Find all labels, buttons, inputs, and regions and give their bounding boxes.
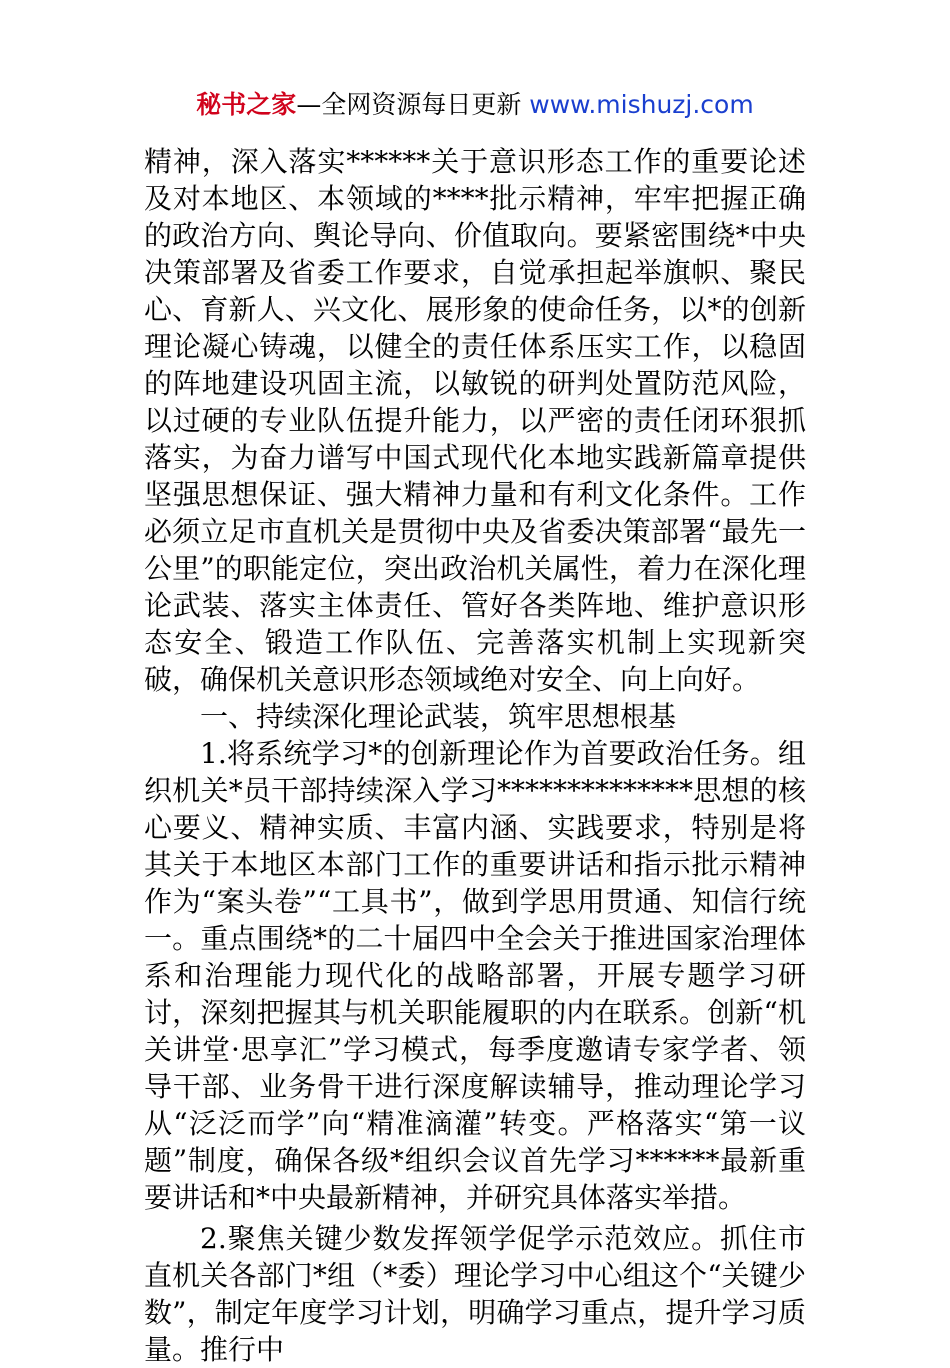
site-brand: 秘书之家 xyxy=(196,90,297,119)
site-url-link[interactable]: www.mishuzj.com xyxy=(529,90,754,119)
site-tagline: —全网资源每日更新 xyxy=(296,90,522,119)
section-heading: 一、持续深化理论武装，筑牢思想根基 xyxy=(200,700,677,733)
site-header xyxy=(0,88,950,122)
item-paragraph-1: 1.将系统学习*的创新理论作为首要政治任务。组织机关*员干部持续深入学习**************思想的核心要义、精神实质、丰富内涵、实践要求，特别是将其关于本地区本部门工作的重要讲话和指示批示精神作为“案头卷”“工具书”，做到学思用贯通、知信行统一。重点围绕*的二十届四中全会关于推进国家治理体系和治理能力现代化的战略部署，开展专题学习研讨，深刻把握其与机关职能履职的内在联系。创新“机关讲堂·思享汇”学习模式，每季度邀请专家学者、领导干部、业务骨干进行深度解读辅导，推动理论学习从“泛泛而学”向“精准滴灌”转变。严格落实“第一议题”制度，确保各级*组织会议首先学习******最新重要讲话和*中央最新精神，并研究具体落实举措。 xyxy=(144,737,806,1214)
item-paragraph-2: 2.聚焦关键少数发挥领学促学示范效应。抓住市直机关各部门*组（*委）理论学习中心组这个“关键少数”，制定年度学习计划，明确学习重点，提升学习质量。推行中 xyxy=(144,1222,806,1366)
intro-paragraph: 精神，深入落实******关于意识形态工作的重要论述及对本地区、本领域的****批示精神，牢牢把握正确的政治方向、舆论导向、价值取向。要紧密围绕*中央决策部署及省委工作要求，自觉承担起举旗帜、聚民心、育新人、兴文化、展形象的使命任务，以*的创新理论凝心铸魂，以健全的责任体系压实工作，以稳固的阵地建设巩固主流，以敏锐的研判处置防范风险，以过硬的专业队伍提升能力，以严密的责任闭环狠抓落实，为奋力谱写中国式现代化本地实践新篇章提供坚强思想保证、强大精神力量和有利文化条件。工作必须立足市直机关是贯彻中央及省委决策部署“最先一公里”的职能定位，突出政治机关属性，着力在深化理论武装、落实主体责任、管好各类阵地、维护意识形态安全、锻造工作队伍、完善落实机制上实现新突破，确保机关意识形态领域绝对安全、向上向好。 xyxy=(144,145,806,696)
document-body xyxy=(144,143,806,1368)
